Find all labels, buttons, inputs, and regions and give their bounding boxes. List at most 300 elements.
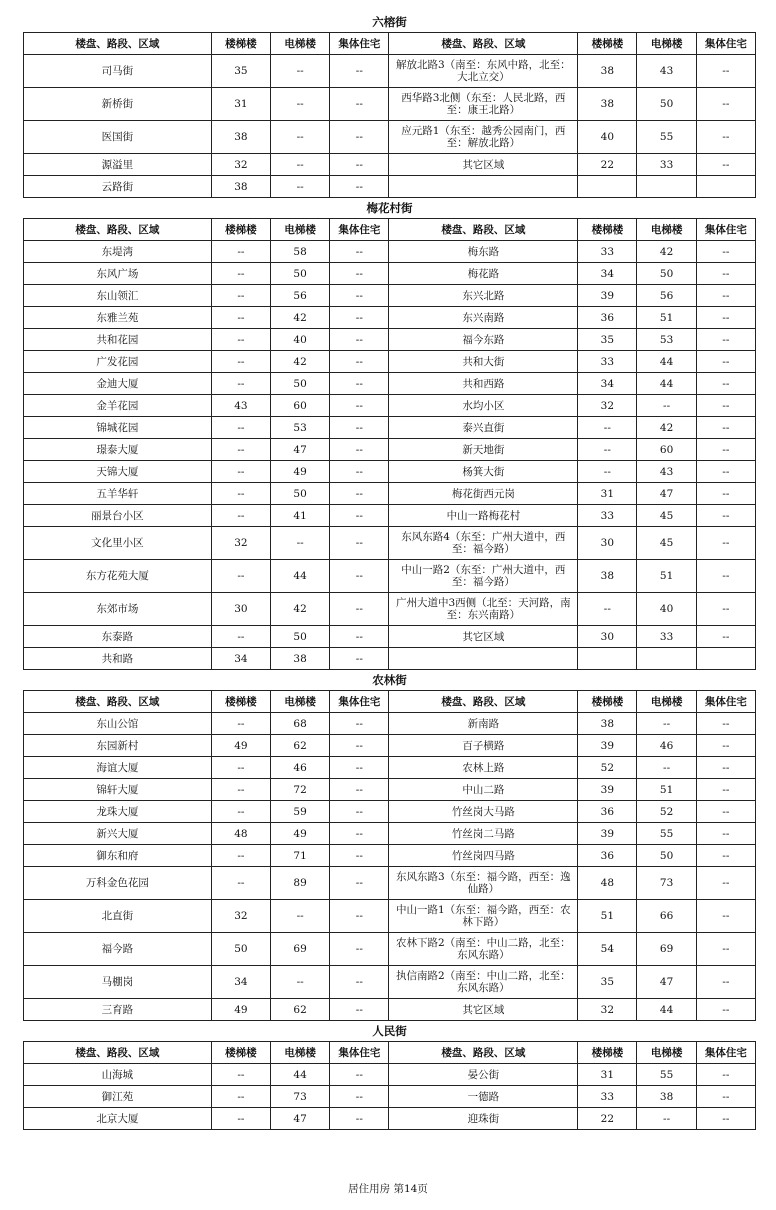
price-cell: 43 xyxy=(637,461,696,483)
area-name-cell xyxy=(389,648,578,670)
price-cell: -- xyxy=(271,176,330,198)
price-cell: -- xyxy=(211,263,270,285)
price-cell: 44 xyxy=(637,999,696,1021)
price-cell: -- xyxy=(330,461,389,483)
table-row xyxy=(24,351,756,373)
price-cell: -- xyxy=(330,483,389,505)
table-row xyxy=(24,845,756,867)
area-name-cell: 泰兴直街 xyxy=(389,417,578,439)
area-name-cell: 百子横路 xyxy=(389,735,578,757)
price-cell: -- xyxy=(696,285,755,307)
price-cell xyxy=(578,176,637,198)
table-row xyxy=(24,483,756,505)
price-cell: -- xyxy=(271,88,330,121)
area-name-cell: 东方花苑大厦 xyxy=(24,560,212,593)
area-name-cell: 梅花街西元岗 xyxy=(389,483,578,505)
price-cell: 59 xyxy=(271,801,330,823)
section-title: 人民街 xyxy=(372,1024,407,1038)
price-cell: -- xyxy=(696,373,755,395)
price-cell: -- xyxy=(696,900,755,933)
price-cell: -- xyxy=(696,933,755,966)
price-cell: 38 xyxy=(211,121,270,154)
price-cell: 66 xyxy=(637,900,696,933)
price-cell: 35 xyxy=(578,966,637,999)
price-cell: 50 xyxy=(211,933,270,966)
price-cell: -- xyxy=(211,713,270,735)
price-cell: -- xyxy=(330,439,389,461)
area-name-cell: 杨箕大街 xyxy=(389,461,578,483)
column-header: 楼梯楼 xyxy=(211,1042,270,1064)
column-header: 楼梯楼 xyxy=(578,691,637,713)
price-cell: -- xyxy=(578,593,637,626)
price-table xyxy=(23,32,756,198)
price-cell: -- xyxy=(696,779,755,801)
price-cell: 50 xyxy=(637,263,696,285)
price-cell: -- xyxy=(330,626,389,648)
area-name-cell: 共和花园 xyxy=(24,329,212,351)
price-cell: -- xyxy=(637,713,696,735)
area-name-cell: 金迪大厦 xyxy=(24,373,212,395)
price-cell: -- xyxy=(696,527,755,560)
area-name-cell: 农林下路2（南至：中山二路，北至：东风东路） xyxy=(389,933,578,966)
price-cell: -- xyxy=(330,176,389,198)
area-name-cell: 三育路 xyxy=(24,999,212,1021)
price-cell: -- xyxy=(211,626,270,648)
price-cell: 38 xyxy=(578,560,637,593)
price-cell: 42 xyxy=(637,417,696,439)
area-name-cell: 晏公街 xyxy=(389,1064,578,1086)
price-cell: 42 xyxy=(271,307,330,329)
price-cell: -- xyxy=(330,121,389,154)
area-name-cell: 东风广场 xyxy=(24,263,212,285)
price-cell: 62 xyxy=(271,999,330,1021)
price-cell: 68 xyxy=(271,713,330,735)
price-cell: 45 xyxy=(637,505,696,527)
area-name-cell: 东山公馆 xyxy=(24,713,212,735)
price-cell: -- xyxy=(696,966,755,999)
price-cell: -- xyxy=(330,154,389,176)
price-cell: 32 xyxy=(578,395,637,417)
price-cell: 49 xyxy=(271,461,330,483)
price-cell: -- xyxy=(696,88,755,121)
price-cell: 50 xyxy=(637,845,696,867)
price-cell: -- xyxy=(330,55,389,88)
section-title: 六榕街 xyxy=(372,15,407,29)
area-name-cell: 一德路 xyxy=(389,1086,578,1108)
price-cell: -- xyxy=(578,439,637,461)
area-name-cell: 金羊花园 xyxy=(24,395,212,417)
price-cell: -- xyxy=(696,999,755,1021)
price-cell: 34 xyxy=(211,966,270,999)
price-cell: 58 xyxy=(271,241,330,263)
price-cell: -- xyxy=(330,648,389,670)
price-cell: 54 xyxy=(578,933,637,966)
price-cell: -- xyxy=(696,505,755,527)
price-cell: -- xyxy=(696,55,755,88)
price-cell: 33 xyxy=(578,351,637,373)
column-header: 楼梯楼 xyxy=(211,33,270,55)
price-cell: -- xyxy=(696,867,755,900)
area-name-cell: 福今路 xyxy=(24,933,212,966)
price-cell: 49 xyxy=(271,823,330,845)
price-cell: 38 xyxy=(271,648,330,670)
table-row xyxy=(24,626,756,648)
price-cell: -- xyxy=(211,417,270,439)
price-cell: -- xyxy=(330,593,389,626)
column-header: 楼梯楼 xyxy=(578,33,637,55)
table-row xyxy=(24,966,756,999)
price-cell: -- xyxy=(211,241,270,263)
table-row xyxy=(24,88,756,121)
price-cell: -- xyxy=(696,351,755,373)
price-cell: -- xyxy=(211,351,270,373)
price-cell: 53 xyxy=(637,329,696,351)
price-cell: 22 xyxy=(578,1108,637,1130)
price-cell: -- xyxy=(211,801,270,823)
column-header: 楼盘、路段、区域 xyxy=(24,1042,212,1064)
price-cell: -- xyxy=(330,757,389,779)
price-cell: -- xyxy=(330,801,389,823)
area-name-cell: 东山领汇 xyxy=(24,285,212,307)
column-header: 集体住宅 xyxy=(330,219,389,241)
table-row xyxy=(24,823,756,845)
price-cell: 34 xyxy=(578,263,637,285)
price-cell: 69 xyxy=(637,933,696,966)
price-cell: 38 xyxy=(578,713,637,735)
price-cell: 41 xyxy=(271,505,330,527)
price-cell: -- xyxy=(696,329,755,351)
price-cell: 44 xyxy=(271,1064,330,1086)
price-cell: -- xyxy=(696,483,755,505)
table-row xyxy=(24,779,756,801)
table-row xyxy=(24,593,756,626)
price-cell: 50 xyxy=(637,88,696,121)
area-name-cell: 水均小区 xyxy=(389,395,578,417)
column-header: 电梯楼 xyxy=(637,1042,696,1064)
area-name-cell: 迎珠街 xyxy=(389,1108,578,1130)
price-cell: -- xyxy=(211,307,270,329)
price-cell: -- xyxy=(211,483,270,505)
price-cell: 36 xyxy=(578,307,637,329)
column-header: 楼盘、路段、区域 xyxy=(389,1042,578,1064)
area-name-cell: 福今东路 xyxy=(389,329,578,351)
price-cell: -- xyxy=(271,527,330,560)
column-header: 集体住宅 xyxy=(330,691,389,713)
area-name-cell: 东堤湾 xyxy=(24,241,212,263)
area-name-cell: 东园新村 xyxy=(24,735,212,757)
price-cell: 36 xyxy=(578,801,637,823)
price-cell: 49 xyxy=(211,999,270,1021)
price-table xyxy=(23,690,756,1021)
price-cell: -- xyxy=(330,373,389,395)
price-cell: 52 xyxy=(578,757,637,779)
price-cell: 33 xyxy=(578,505,637,527)
price-cell: -- xyxy=(330,966,389,999)
price-cell: 40 xyxy=(271,329,330,351)
area-name-cell: 丽景台小区 xyxy=(24,505,212,527)
area-name-cell: 锦轩大厦 xyxy=(24,779,212,801)
table-row xyxy=(24,735,756,757)
price-cell: -- xyxy=(330,263,389,285)
price-cell: 42 xyxy=(637,241,696,263)
price-cell: -- xyxy=(211,845,270,867)
section-title: 梅花村街 xyxy=(366,201,413,215)
price-cell: -- xyxy=(211,1086,270,1108)
price-cell: 55 xyxy=(637,823,696,845)
price-cell: 51 xyxy=(637,779,696,801)
price-cell: -- xyxy=(211,779,270,801)
price-cell: 47 xyxy=(271,439,330,461)
price-cell: 44 xyxy=(637,351,696,373)
column-header: 集体住宅 xyxy=(330,33,389,55)
price-cell: -- xyxy=(330,527,389,560)
price-cell: -- xyxy=(696,461,755,483)
area-name-cell: 竹丝岗二马路 xyxy=(389,823,578,845)
price-cell: 32 xyxy=(211,900,270,933)
price-cell: 30 xyxy=(578,527,637,560)
price-cell: 35 xyxy=(211,55,270,88)
table-row xyxy=(24,373,756,395)
table-row xyxy=(24,527,756,560)
price-cell: 32 xyxy=(578,999,637,1021)
price-cell: -- xyxy=(330,867,389,900)
price-cell: 46 xyxy=(637,735,696,757)
area-name-cell: 东泰路 xyxy=(24,626,212,648)
price-cell: -- xyxy=(578,417,637,439)
column-header: 楼梯楼 xyxy=(211,691,270,713)
column-header: 集体住宅 xyxy=(330,1042,389,1064)
area-name-cell: 竹丝岗四马路 xyxy=(389,845,578,867)
area-name-cell: 中山一路1（东至：福今路，西至：农林下路） xyxy=(389,900,578,933)
area-name-cell: 马棚岗 xyxy=(24,966,212,999)
price-cell: 89 xyxy=(271,867,330,900)
price-cell: -- xyxy=(696,241,755,263)
table-row xyxy=(24,867,756,900)
price-cell: -- xyxy=(330,241,389,263)
price-cell: 33 xyxy=(637,154,696,176)
area-name-cell: 御江苑 xyxy=(24,1086,212,1108)
price-cell: 38 xyxy=(578,88,637,121)
area-name-cell: 东兴南路 xyxy=(389,307,578,329)
price-cell: 56 xyxy=(637,285,696,307)
price-cell: -- xyxy=(330,417,389,439)
price-cell: 48 xyxy=(211,823,270,845)
price-cell: 44 xyxy=(271,560,330,593)
price-cell: 22 xyxy=(578,154,637,176)
price-cell: -- xyxy=(330,329,389,351)
price-cell: 31 xyxy=(578,1064,637,1086)
table-row xyxy=(24,329,756,351)
table-row xyxy=(24,439,756,461)
price-cell: -- xyxy=(696,713,755,735)
price-cell: 50 xyxy=(271,263,330,285)
price-cell: -- xyxy=(330,88,389,121)
price-cell: -- xyxy=(330,560,389,593)
area-name-cell: 执信南路2（南至：中山二路，北至：东风东路） xyxy=(389,966,578,999)
price-cell: -- xyxy=(696,593,755,626)
price-cell: -- xyxy=(637,757,696,779)
area-name-cell: 新兴大厦 xyxy=(24,823,212,845)
price-cell: -- xyxy=(696,626,755,648)
area-name-cell: 广州大道中3西侧（北至：天河路，南至：东兴南路） xyxy=(389,593,578,626)
area-name-cell: 万科金色花园 xyxy=(24,867,212,900)
price-cell: 52 xyxy=(637,801,696,823)
price-cell: -- xyxy=(696,823,755,845)
price-cell: 72 xyxy=(271,779,330,801)
price-cell: -- xyxy=(330,307,389,329)
table-row xyxy=(24,55,756,88)
price-cell: -- xyxy=(330,713,389,735)
table-row xyxy=(24,999,756,1021)
area-name-cell: 中山二路 xyxy=(389,779,578,801)
table-row xyxy=(24,505,756,527)
price-cell: 51 xyxy=(578,900,637,933)
price-cell: -- xyxy=(696,801,755,823)
area-name-cell: 中山一路2（东至：广州大道中，西至：福今路） xyxy=(389,560,578,593)
price-cell: 40 xyxy=(637,593,696,626)
price-cell: 38 xyxy=(578,55,637,88)
table-row xyxy=(24,285,756,307)
price-cell: 30 xyxy=(578,626,637,648)
price-cell: -- xyxy=(696,154,755,176)
area-name-cell: 广发花园 xyxy=(24,351,212,373)
area-name-cell: 解放北路3（南至：东风中路，北至：大北立交） xyxy=(389,55,578,88)
section-title: 农林街 xyxy=(372,673,407,687)
table-row xyxy=(24,648,756,670)
price-cell: -- xyxy=(330,285,389,307)
price-cell: 56 xyxy=(271,285,330,307)
price-cell: -- xyxy=(330,999,389,1021)
price-cell: -- xyxy=(211,439,270,461)
price-cell: -- xyxy=(696,263,755,285)
price-cell: -- xyxy=(271,966,330,999)
area-name-cell xyxy=(389,176,578,198)
price-cell: -- xyxy=(330,779,389,801)
price-cell: -- xyxy=(696,845,755,867)
price-cell: -- xyxy=(211,757,270,779)
area-name-cell: 其它区域 xyxy=(389,999,578,1021)
price-cell: -- xyxy=(696,395,755,417)
area-name-cell: 北直街 xyxy=(24,900,212,933)
area-name-cell: 东郊市场 xyxy=(24,593,212,626)
area-name-cell: 山海城 xyxy=(24,1064,212,1086)
area-name-cell: 共和路 xyxy=(24,648,212,670)
price-cell: 33 xyxy=(637,626,696,648)
area-name-cell: 梅东路 xyxy=(389,241,578,263)
price-cell: -- xyxy=(696,1108,755,1130)
column-header: 集体住宅 xyxy=(696,219,755,241)
document-page xyxy=(23,12,756,1130)
price-cell: 33 xyxy=(578,241,637,263)
price-cell: 55 xyxy=(637,121,696,154)
price-cell: 43 xyxy=(211,395,270,417)
price-cell: -- xyxy=(330,1108,389,1130)
price-cell: -- xyxy=(696,417,755,439)
price-cell: 47 xyxy=(271,1108,330,1130)
column-header: 电梯楼 xyxy=(271,1042,330,1064)
table-row xyxy=(24,1108,756,1130)
price-cell: 35 xyxy=(578,329,637,351)
table-row xyxy=(24,176,756,198)
price-cell: -- xyxy=(330,351,389,373)
table-row xyxy=(24,713,756,735)
table-header-row xyxy=(24,1042,756,1064)
price-cell: 73 xyxy=(271,1086,330,1108)
price-cell xyxy=(696,176,755,198)
table-row xyxy=(24,560,756,593)
table-row xyxy=(24,757,756,779)
column-header: 集体住宅 xyxy=(696,691,755,713)
area-name-cell: 医国街 xyxy=(24,121,212,154)
table-row xyxy=(24,417,756,439)
page-footer: 居住用房 第14页 xyxy=(348,1183,428,1195)
column-header: 楼盘、路段、区域 xyxy=(24,219,212,241)
price-cell: 62 xyxy=(271,735,330,757)
price-cell: -- xyxy=(696,1064,755,1086)
area-name-cell: 其它区域 xyxy=(389,154,578,176)
price-cell: -- xyxy=(271,121,330,154)
price-cell: 49 xyxy=(211,735,270,757)
price-cell: 39 xyxy=(578,823,637,845)
price-cell: -- xyxy=(271,55,330,88)
column-header: 楼盘、路段、区域 xyxy=(24,691,212,713)
price-cell: 33 xyxy=(578,1086,637,1108)
column-header: 楼盘、路段、区域 xyxy=(389,219,578,241)
column-header: 楼盘、路段、区域 xyxy=(24,33,212,55)
price-cell: 43 xyxy=(637,55,696,88)
price-cell: 60 xyxy=(271,395,330,417)
price-cell: -- xyxy=(696,1086,755,1108)
price-cell: 55 xyxy=(637,1064,696,1086)
price-cell: 60 xyxy=(637,439,696,461)
area-name-cell: 东风东路3（东至：福今路，西至：逸仙路） xyxy=(389,867,578,900)
price-cell: -- xyxy=(330,395,389,417)
price-cell: 39 xyxy=(578,285,637,307)
column-header: 楼梯楼 xyxy=(578,219,637,241)
price-cell: 42 xyxy=(271,351,330,373)
price-cell: 50 xyxy=(271,483,330,505)
area-name-cell: 梅花路 xyxy=(389,263,578,285)
price-cell: -- xyxy=(330,1064,389,1086)
area-name-cell: 西华路3北侧（东至：人民北路，西至：康王北路） xyxy=(389,88,578,121)
price-cell: 50 xyxy=(271,626,330,648)
column-header: 电梯楼 xyxy=(271,33,330,55)
area-name-cell: 龙珠大厦 xyxy=(24,801,212,823)
area-name-cell: 共和西路 xyxy=(389,373,578,395)
price-cell: 47 xyxy=(637,483,696,505)
price-cell: -- xyxy=(637,1108,696,1130)
price-cell: 36 xyxy=(578,845,637,867)
price-table xyxy=(23,1041,756,1130)
price-cell: 50 xyxy=(271,373,330,395)
column-header: 电梯楼 xyxy=(637,219,696,241)
price-cell xyxy=(578,648,637,670)
price-cell: -- xyxy=(696,121,755,154)
price-cell: 73 xyxy=(637,867,696,900)
price-cell: 48 xyxy=(578,867,637,900)
table-header-row xyxy=(24,33,756,55)
price-cell: 42 xyxy=(271,593,330,626)
price-cell: 31 xyxy=(578,483,637,505)
price-cell: -- xyxy=(696,307,755,329)
area-name-cell: 文化里小区 xyxy=(24,527,212,560)
price-cell: 34 xyxy=(578,373,637,395)
table-row xyxy=(24,241,756,263)
area-name-cell: 北京大厦 xyxy=(24,1108,212,1130)
column-header: 电梯楼 xyxy=(637,691,696,713)
price-cell: 31 xyxy=(211,88,270,121)
price-cell: -- xyxy=(211,1108,270,1130)
